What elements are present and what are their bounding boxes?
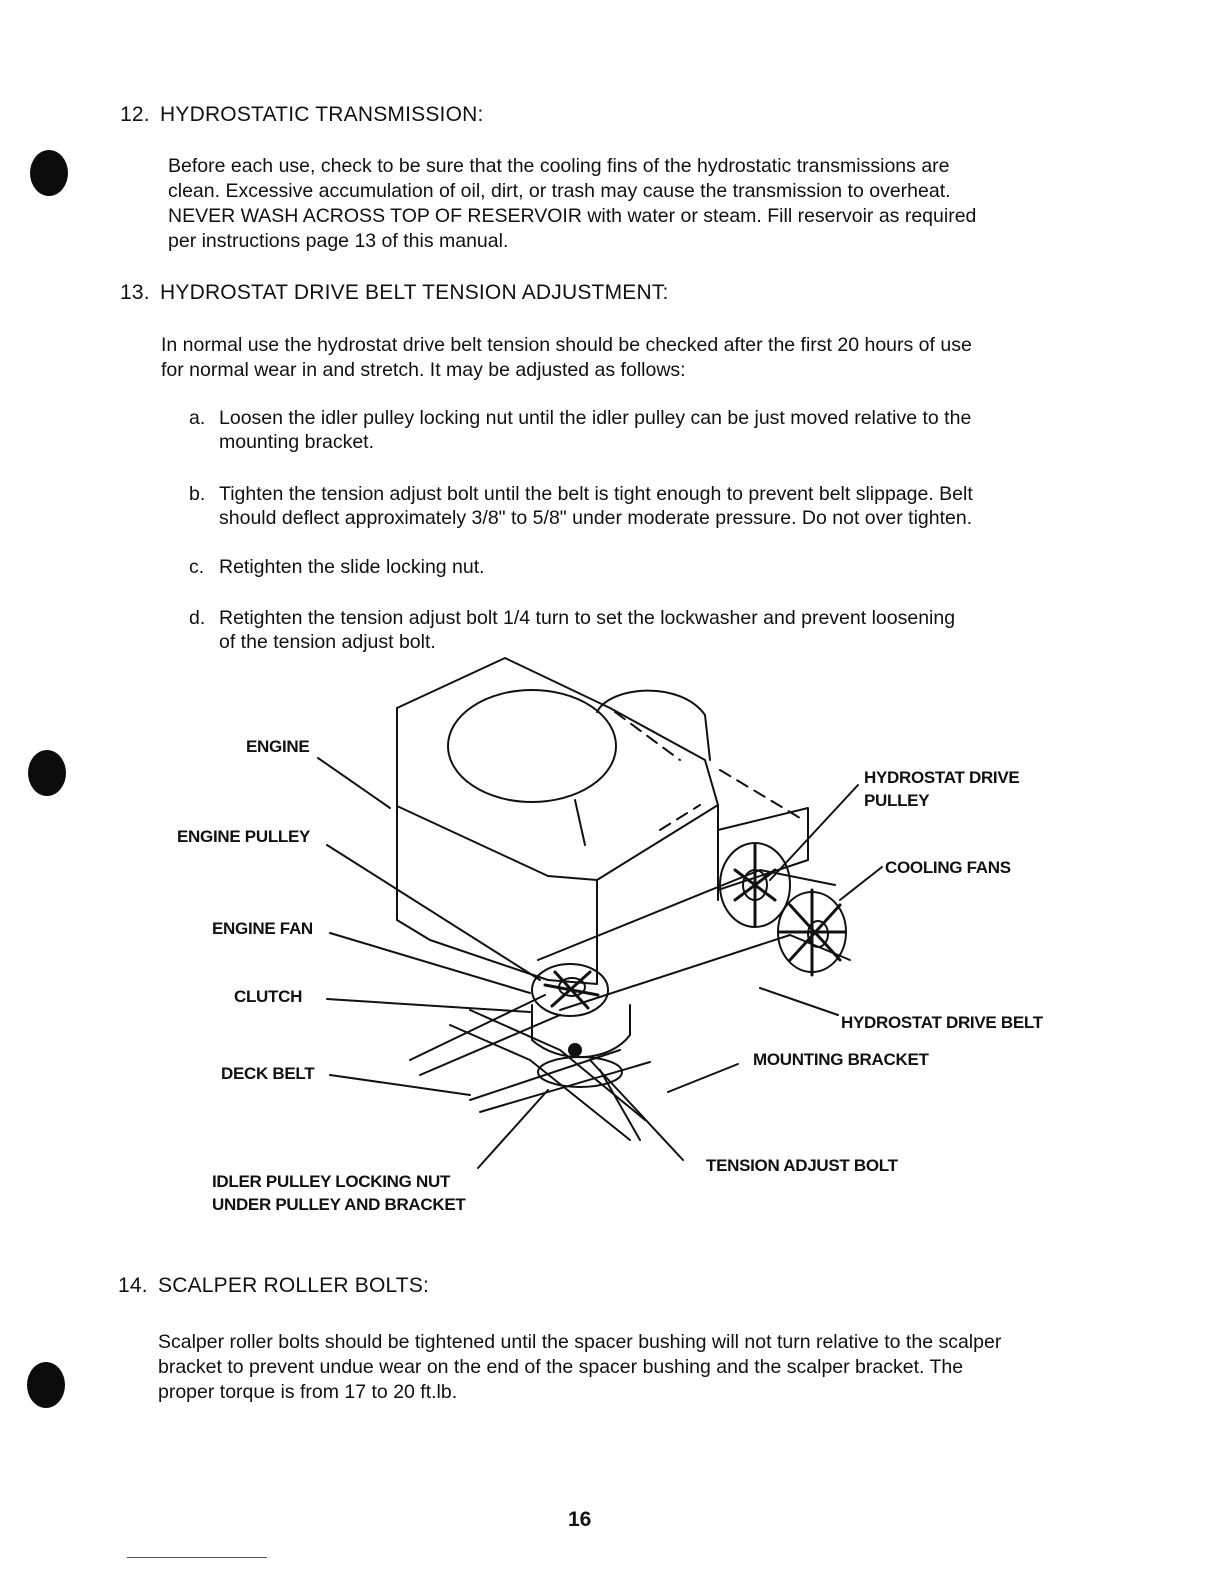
leader-engine	[318, 758, 390, 808]
label-line: HYDROSTAT DRIVE	[864, 768, 1020, 787]
step-letter: a.	[189, 407, 206, 429]
label-engine: ENGINE	[246, 737, 310, 756]
paragraph-line: clean. Excessive accumulation of oil, dirt, or trash may cause the transmission to overheat.	[168, 180, 951, 202]
label-deck-belt: DECK BELT	[221, 1064, 315, 1083]
step-letter: b.	[189, 483, 206, 505]
paragraph-line: per instructions page 13 of this manual.	[168, 230, 509, 252]
label-tension-bolt: TENSION ADJUST BOLT	[706, 1156, 898, 1175]
step-line: Retighten the tension adjust bolt 1/4 turn to set the lockwasher and prevent loosening	[219, 607, 956, 629]
section-number: 14.	[118, 1274, 148, 1297]
engine-seam	[575, 800, 585, 845]
step-line: Loosen the idler pulley locking nut until the idler pulley can be just moved relative to the	[219, 407, 972, 429]
paragraph-line: bracket to prevent undue wear on the end of the spacer bushing and the scalper bracket. The	[158, 1356, 964, 1378]
paragraph-line: Before each use, check to be sure that the cooling fins of the hydrostatic transmissions are	[168, 155, 950, 177]
section-number: 13.	[120, 281, 150, 304]
label-mounting-bracket: MOUNTING BRACKET	[753, 1050, 929, 1069]
section-14-body	[158, 1330, 1001, 1405]
label-hydrostat-belt: HYDROSTAT DRIVE BELT	[841, 1013, 1043, 1032]
step-line: of the tension adjust bolt.	[219, 631, 436, 653]
deck-belt-5	[600, 1070, 640, 1140]
label-cooling-fans: COOLING FANS	[885, 858, 1011, 877]
step-line: mounting bracket.	[219, 431, 375, 453]
paragraph-line: for normal wear in and stretch. It may be adjusted as follows:	[161, 359, 686, 381]
section-title: SCALPER ROLLER BOLTS:	[158, 1274, 430, 1297]
footer-rule	[127, 1557, 267, 1558]
engine-dome	[597, 691, 710, 760]
label-engine-pulley: ENGINE PULLEY	[177, 827, 311, 846]
paragraph-line: In normal use the hydrostat drive belt tension should be checked after the first 20 hours of use	[161, 334, 972, 356]
engine-top	[397, 658, 718, 880]
step-letter: c.	[189, 556, 205, 578]
label-engine-fan: ENGINE FAN	[212, 919, 313, 938]
leader-tension-bolt	[590, 1060, 683, 1160]
leader-mounting-bracket	[668, 1064, 738, 1092]
label-clutch: CLUTCH	[234, 987, 303, 1006]
label-idler-nut	[212, 1170, 465, 1216]
section-title: HYDROSTAT DRIVE BELT TENSION ADJUSTMENT:	[160, 281, 669, 304]
step-letter: d.	[189, 607, 206, 629]
section-title: HYDROSTATIC TRANSMISSION:	[160, 103, 484, 126]
engine-top-front	[397, 806, 597, 984]
label-line: PULLEY	[864, 791, 930, 810]
page-number: 16	[568, 1508, 592, 1531]
label-line: UNDER PULLEY AND BRACKET	[212, 1195, 466, 1214]
leader-cooling-fans	[840, 867, 882, 900]
section-number: 12.	[120, 103, 150, 126]
leader-hydrostat-pulley	[770, 785, 858, 880]
paragraph-line: Scalper roller bolts should be tightened until the spacer bushing will not turn relative to the scalper	[158, 1331, 1002, 1353]
hydrostat-pulley-spokes	[735, 845, 775, 925]
paragraph-line: proper torque is from 17 to 20 ft.lb.	[158, 1381, 458, 1403]
step-line: Tighten the tension adjust bolt until the belt is tight enough to prevent belt slippage. Belt	[219, 483, 973, 505]
leader-hydrostat-belt	[760, 988, 838, 1015]
leader-deck-belt	[330, 1075, 470, 1095]
step-line: should deflect approximately 3/8" to 5/8" under moderate pressure. Do not over tighten.	[219, 507, 973, 529]
bracket-plate	[450, 1025, 630, 1140]
label-line: IDLER PULLEY LOCKING NUT	[212, 1172, 451, 1191]
label-hydrostat-pulley	[864, 766, 1019, 812]
tension-bolt-head	[569, 1044, 581, 1056]
step-line: Retighten the slide locking nut.	[219, 556, 485, 578]
paragraph-line: NEVER WASH ACROSS TOP OF RESERVOIR with water or steam. Fill reservoir as required	[168, 205, 977, 227]
leader-clutch	[327, 999, 530, 1012]
engine-air-cleaner	[448, 690, 616, 802]
section-14-heading	[118, 1274, 429, 1298]
leader-engine-pulley	[327, 845, 540, 980]
